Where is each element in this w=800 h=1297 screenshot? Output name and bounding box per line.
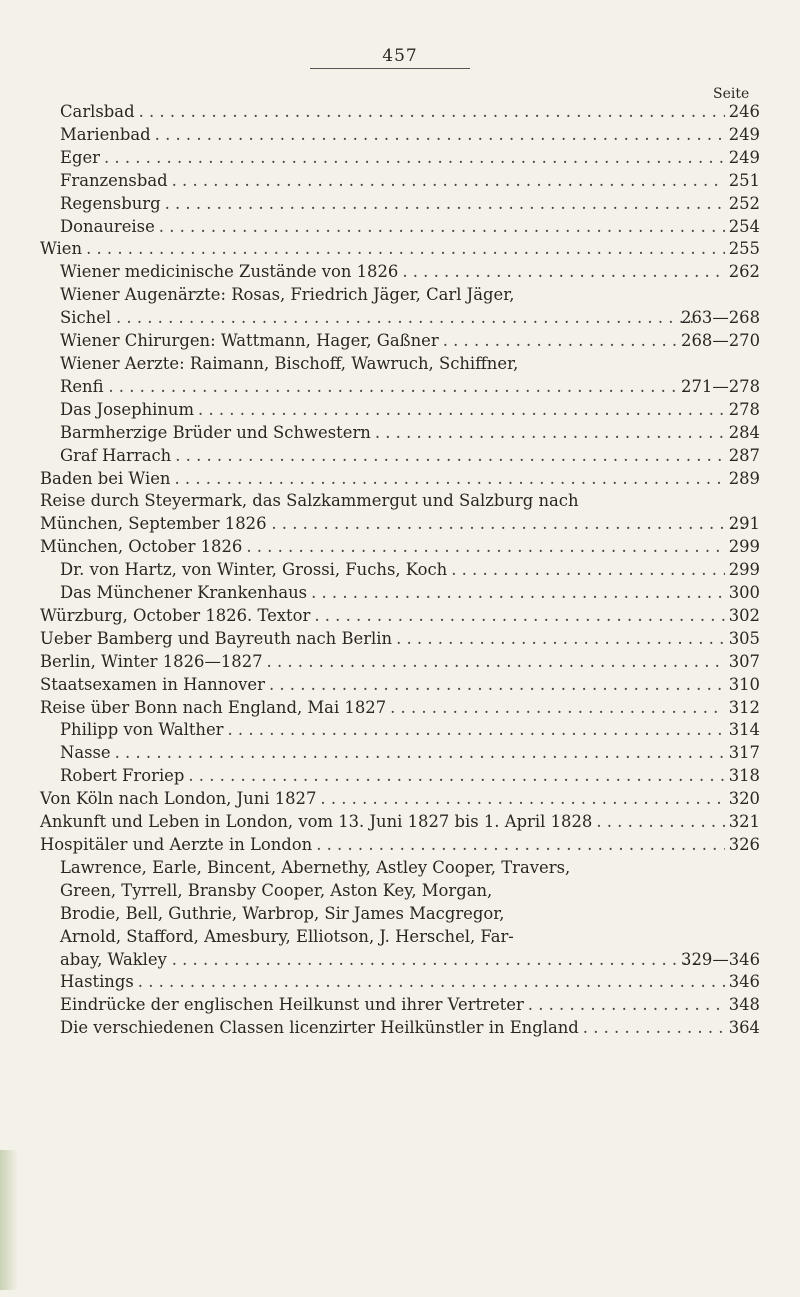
toc-entry-label: Staatsexamen in Hannover <box>40 674 265 694</box>
toc-entry-page: 321 <box>728 812 760 832</box>
toc-entry-label: Marienbad <box>60 124 151 144</box>
toc-entry-text <box>60 582 760 605</box>
toc-entry-line: Wiener Augenärzte: Rosas, Friedrich Jäger, Carl Jäger, <box>60 285 515 305</box>
toc-entry-text <box>60 330 760 353</box>
toc-entry-label: München, October 1826 <box>40 537 243 557</box>
toc-entry <box>40 788 760 811</box>
toc-entry-label: Würzburg, October 1826. Textor <box>40 605 311 625</box>
toc-entry <box>40 193 760 216</box>
toc-entry-text <box>60 147 760 170</box>
dot-leader <box>596 811 724 834</box>
toc-entry <box>40 559 760 582</box>
toc-entry-page: 287 <box>728 445 760 465</box>
dot-leader <box>443 330 677 353</box>
toc-entry-text <box>60 422 760 445</box>
toc-entry-last-line <box>60 765 760 788</box>
toc-entry-label: Ankunft und Leben in London, vom 13. Juni 1827 bis 1. April 1828 <box>40 812 593 832</box>
toc-entry-label: Die verschiedenen Classen licenzirter Heilkünstler in England <box>60 1018 579 1038</box>
toc-entry-page: 314 <box>728 720 760 740</box>
toc-entry-text <box>60 857 760 972</box>
toc-entry-page: 307 <box>728 651 760 671</box>
toc-entry-page: 252 <box>728 193 760 213</box>
toc-entry-text <box>60 101 760 124</box>
toc-entry-text <box>40 811 760 834</box>
toc-entry-text <box>60 284 760 330</box>
toc-entry-text <box>40 788 760 811</box>
toc-entry-page: 291 <box>728 514 760 534</box>
toc-entry-label: Robert Froriep <box>60 766 185 786</box>
toc-entry-last-line <box>60 307 760 330</box>
dot-leader <box>159 216 725 239</box>
toc-entry <box>40 399 760 422</box>
toc-entry <box>40 834 760 857</box>
toc-entry-label: abay, Wakley <box>60 949 167 969</box>
toc-entry-page: 302 <box>728 605 760 625</box>
toc-entry-page: 246 <box>728 102 760 121</box>
toc-entry-last-line <box>40 238 760 261</box>
toc-entry-page: 284 <box>728 422 760 442</box>
dot-leader <box>375 422 725 445</box>
toc-entry <box>40 147 760 170</box>
toc-entry-page: 320 <box>728 789 760 809</box>
toc-entry <box>40 124 760 147</box>
toc-entry-page: 305 <box>728 628 760 648</box>
toc-entry <box>40 765 760 788</box>
toc-entry <box>40 582 760 605</box>
toc-entry-label: Wien <box>40 239 83 259</box>
toc-entry-label: Donaureise <box>60 216 155 236</box>
toc-entry <box>40 238 760 261</box>
toc-entry-label: München, September 1826 <box>40 514 267 534</box>
toc-entry-page: 317 <box>728 743 760 763</box>
toc-entry-last-line <box>60 193 760 216</box>
dot-leader <box>314 605 724 628</box>
toc-entry <box>40 719 760 742</box>
toc-entry <box>40 284 760 330</box>
toc-entry <box>40 697 760 720</box>
toc-entry-text <box>40 238 760 261</box>
toc-entry <box>40 468 760 491</box>
toc-entry-text <box>60 719 760 742</box>
toc-entry <box>40 216 760 239</box>
toc-entry <box>40 353 760 399</box>
toc-entry-page: 348 <box>728 995 760 1015</box>
toc-entry-last-line <box>40 651 760 674</box>
toc-entry <box>40 1017 760 1040</box>
toc-entry-text <box>40 536 760 559</box>
dot-leader <box>528 994 725 1017</box>
toc-entry-page: 364 <box>728 1018 760 1038</box>
toc-entry-last-line <box>40 468 760 491</box>
toc-entry-label: Nasse <box>60 743 111 763</box>
toc-entry-label: Von Köln nach London, Juni 1827 <box>40 789 317 809</box>
toc-entry <box>40 101 760 124</box>
toc-entry-label: Renfi <box>60 376 104 396</box>
toc-entry-text <box>40 468 760 491</box>
toc-entry-last-line <box>60 422 760 445</box>
toc-entry-text <box>60 399 760 422</box>
toc-entry-text <box>60 216 760 239</box>
toc-entry-text <box>60 261 760 284</box>
toc-entry-label: Dr. von Hartz, von Winter, Grossi, Fuchs, Koch <box>60 560 448 580</box>
toc-entry <box>40 422 760 445</box>
dot-leader <box>108 376 698 399</box>
toc-entry-page: 299 <box>728 560 760 580</box>
toc-entry-page: 255 <box>728 239 760 259</box>
toc-entry-text <box>40 674 760 697</box>
toc-entry-text <box>60 765 760 788</box>
toc-entry-page: 249 <box>728 124 760 144</box>
toc-entry-last-line <box>40 605 760 628</box>
toc-entry-last-line <box>60 399 760 422</box>
toc-entry <box>40 605 760 628</box>
header-rule <box>310 68 470 69</box>
toc-entry-text <box>60 742 760 765</box>
toc-entry-line: Wiener Aerzte: Raimann, Bischoff, Wawruch, Schiffner, <box>60 353 519 373</box>
toc-entry-text <box>40 605 760 628</box>
toc-entry-last-line <box>60 1017 760 1040</box>
toc-entry-text <box>40 628 760 651</box>
toc-entry-last-line <box>40 834 760 857</box>
toc-entry-last-line <box>60 261 760 284</box>
dot-leader <box>246 536 724 559</box>
page-number: 457 <box>382 46 418 66</box>
toc-entry-last-line <box>60 330 760 353</box>
toc-entry-page: 346 <box>728 972 760 992</box>
toc-entry-text <box>60 994 760 1017</box>
toc-entry-label: Berlin, Winter 1826—1827 <box>40 651 263 671</box>
dot-leader <box>402 261 724 284</box>
toc-entry-last-line <box>60 949 760 972</box>
toc-entry <box>40 857 760 972</box>
dot-leader <box>228 719 725 742</box>
toc-entry <box>40 674 760 697</box>
toc-entry <box>40 628 760 651</box>
dot-leader <box>198 399 725 422</box>
toc-entry <box>40 651 760 674</box>
toc-entry-text <box>60 170 760 193</box>
toc-entry-label: Baden bei Wien <box>40 468 171 488</box>
dot-leader <box>165 193 725 216</box>
toc-entry-text <box>60 353 760 399</box>
toc-entry-label: Das Josephinum <box>60 399 195 419</box>
dot-leader <box>115 307 697 330</box>
table-of-contents <box>40 101 760 1040</box>
toc-entry <box>40 170 760 193</box>
toc-entry-page: 310 <box>728 674 760 694</box>
toc-entry-page: 300 <box>728 583 760 603</box>
toc-entry-last-line <box>60 559 760 582</box>
dot-leader <box>271 513 745 536</box>
toc-entry-label: Hospitäler und Aerzte in London <box>40 835 313 854</box>
toc-entry-label: Franzensbad <box>60 170 168 190</box>
toc-entry-last-line <box>60 170 760 193</box>
toc-entry-last-line <box>60 147 760 170</box>
toc-entry-text <box>60 445 760 468</box>
dot-leader <box>115 742 725 765</box>
toc-entry-line: Arnold, Stafford, Amesbury, Elliotson, J. Herschel, Far- <box>60 926 514 946</box>
toc-entry-label: Barmherzige Brüder und Schwestern <box>60 422 371 442</box>
toc-entry-page: 271—278 <box>681 376 760 396</box>
toc-entry-page: 254 <box>728 216 760 236</box>
toc-entry-label: Eindrücke der englischen Heilkunst und ihrer Vertreter <box>60 995 524 1015</box>
toc-entry-line: Lawrence, Earle, Bincent, Abernethy, Astley Cooper, Travers, <box>60 857 571 877</box>
dot-leader <box>174 468 724 491</box>
toc-entry-label: Sichel <box>60 308 112 328</box>
toc-entry-text <box>60 971 760 994</box>
dot-leader <box>390 697 725 720</box>
dot-leader <box>172 170 725 193</box>
toc-entry <box>40 811 760 834</box>
toc-entry-last-line <box>40 788 760 811</box>
page-column-label: Seite <box>713 86 750 102</box>
dot-leader <box>86 238 725 261</box>
toc-entry-page: 329—346 <box>681 949 760 969</box>
toc-entry <box>40 261 760 284</box>
toc-entry-page: 278 <box>728 399 760 419</box>
toc-entry-page: 249 <box>728 147 760 167</box>
dot-leader <box>139 101 725 124</box>
dot-leader <box>316 834 724 857</box>
toc-entry-last-line <box>60 719 760 742</box>
toc-entry-label: Reise über Bonn nach England, Mai 1827 <box>40 697 387 717</box>
toc-entry-page: 312 <box>728 697 760 717</box>
toc-entry-page: 299 <box>728 537 760 557</box>
paper-stain <box>0 1150 18 1290</box>
dot-leader <box>583 1017 725 1040</box>
toc-entry-last-line <box>60 971 760 994</box>
toc-entry <box>40 971 760 994</box>
dot-leader <box>267 651 725 674</box>
dot-leader <box>396 628 725 651</box>
toc-entry-page: 326 <box>728 835 760 854</box>
toc-entry-text <box>60 124 760 147</box>
toc-entry <box>40 490 760 536</box>
toc-entry-text <box>40 490 760 536</box>
toc-entry-last-line <box>60 376 760 399</box>
toc-entry <box>40 330 760 353</box>
toc-entry-last-line <box>60 216 760 239</box>
toc-entry-last-line <box>60 101 760 124</box>
toc-entry-label: Hastings <box>60 972 134 992</box>
toc-entry-page: 263—268 <box>681 308 760 328</box>
toc-entry-page: 262 <box>728 262 760 282</box>
dot-leader <box>451 559 724 582</box>
toc-entry <box>40 742 760 765</box>
dot-leader <box>320 788 724 811</box>
toc-entry-last-line <box>60 582 760 605</box>
toc-entry <box>40 994 760 1017</box>
toc-entry-text <box>40 651 760 674</box>
toc-entry-page: 268—270 <box>681 331 760 351</box>
toc-entry-last-line <box>60 124 760 147</box>
toc-entry-label: Wiener medicinische Zustände von 1826 <box>60 262 399 282</box>
toc-entry-text <box>60 193 760 216</box>
toc-entry-page: 251 <box>728 170 760 190</box>
toc-entry-line: Reise durch Steyermark, das Salzkammergut und Salzburg nach <box>40 491 579 511</box>
toc-entry-last-line <box>60 445 760 468</box>
dot-leader <box>104 147 725 170</box>
toc-entry-label: Das Münchener Krankenhaus <box>60 583 308 603</box>
toc-entry-line: Brodie, Bell, Guthrie, Warbrop, Sir James Macgregor, <box>60 903 505 923</box>
toc-entry <box>40 445 760 468</box>
toc-entry-text <box>40 697 760 720</box>
toc-entry-last-line <box>40 811 760 834</box>
dot-leader <box>311 582 725 605</box>
toc-entry-last-line <box>60 994 760 1017</box>
dot-leader <box>171 949 697 972</box>
toc-entry-label: Graf Harrach <box>60 445 172 465</box>
toc-entry-label: Carlsbad <box>60 102 135 121</box>
toc-entry-last-line <box>40 674 760 697</box>
toc-entry-last-line <box>40 513 760 536</box>
dot-leader <box>188 765 724 788</box>
toc-entry-last-line <box>60 742 760 765</box>
dot-leader <box>155 124 725 147</box>
dot-leader <box>269 674 725 697</box>
toc-entry-label: Ueber Bamberg und Bayreuth nach Berlin <box>40 628 393 648</box>
toc-entry-text <box>60 1017 760 1040</box>
toc-entry <box>40 536 760 559</box>
toc-entry-label: Regensburg <box>60 193 161 213</box>
toc-entry-label: Philipp von Walther <box>60 720 224 740</box>
dot-leader <box>175 445 724 468</box>
toc-entry-last-line <box>40 536 760 559</box>
toc-entry-last-line <box>40 697 760 720</box>
toc-entry-text <box>40 834 760 857</box>
toc-entry-label: Eger <box>60 147 100 167</box>
dot-leader <box>138 971 725 994</box>
toc-entry-line: Green, Tyrrell, Bransby Cooper, Aston Key, Morgan, <box>60 880 493 900</box>
toc-entry-last-line <box>40 628 760 651</box>
toc-entry-page: 289 <box>728 468 760 488</box>
toc-entry-label: Wiener Chirurgen: Wattmann, Hager, Gaßner <box>60 331 439 351</box>
toc-entry-text <box>60 559 760 582</box>
toc-entry-page: 318 <box>728 766 760 786</box>
